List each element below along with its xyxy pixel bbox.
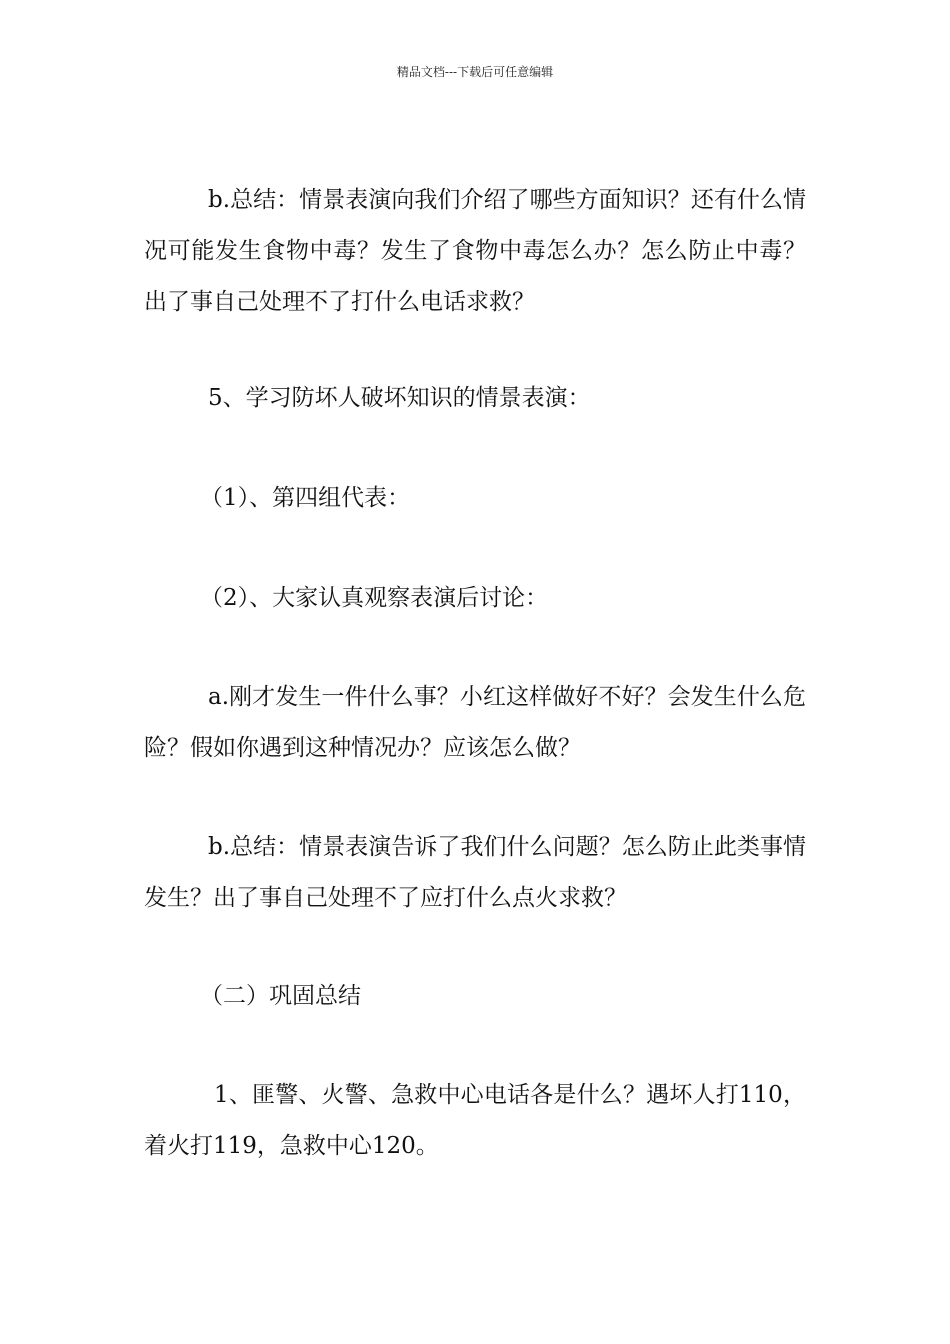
page-header: 精品文档---下载后可任意编辑 (396, 65, 554, 79)
paragraph-section-5-heading: 5、学习防坏人破坏知识的情景表演： (208, 385, 591, 411)
paragraph-group-four: （1）、第四组代表： (200, 485, 411, 511)
paragraph-question-a: a.刚才发生一件什么事？小红这样做好不好？会发生什么危险？假如你遇到这种情况办？应该怎么做？ (144, 684, 806, 761)
paragraph-section-consolidate: （二）巩固总结 (200, 983, 361, 1009)
paragraph-discussion: （2）、大家认真观察表演后讨论： (200, 585, 549, 611)
paragraph-summary-food-poisoning: b.总结：情景表演向我们介绍了哪些方面知识？还有什么情况可能发生食物中毒？发生了食物中毒怎么办？怎么防止中毒？出了事自己处理不了打什么电话求救？ (144, 187, 806, 315)
paragraph-summary-b: b.总结：情景表演告诉了我们什么问题？怎么防止此类事情发生？出了事自己处理不了应打什么点火求救？ (144, 834, 806, 911)
paragraph-emergency-numbers: 1、匪警、火警、急救中心电话各是什么？遇坏人打110，着火打119，急救中心120。 (144, 1082, 806, 1159)
